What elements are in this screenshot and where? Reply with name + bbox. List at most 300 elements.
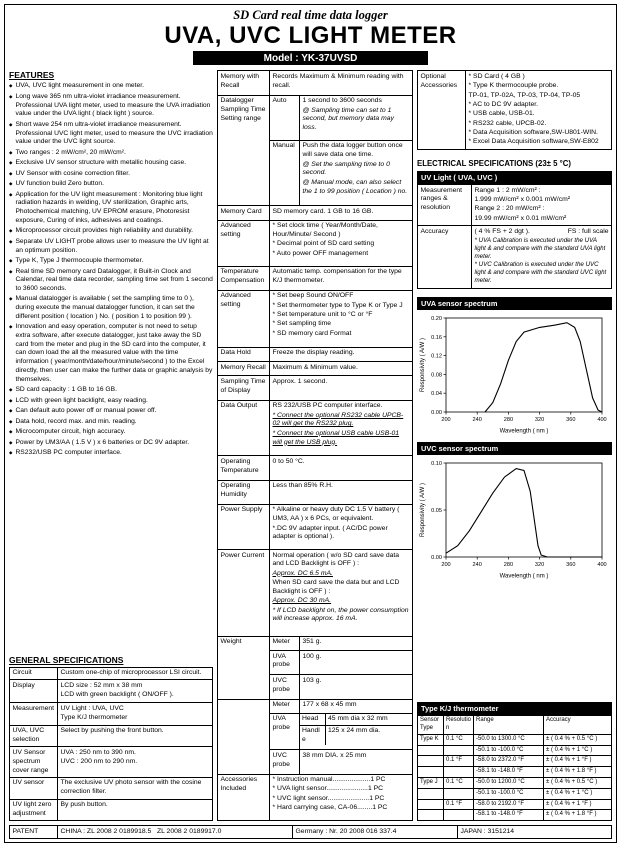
spec-row <box>10 667 213 680</box>
spec-row <box>218 266 413 290</box>
feature-item <box>9 82 213 91</box>
range-line: 19.99 mW/cm² x 0.01 mW/cm² <box>474 214 567 222</box>
spec-value <box>466 71 612 150</box>
spec-row <box>218 347 413 361</box>
bullet-icon: ◆ <box>9 387 13 393</box>
thermo-range: -58.1 to -148.0 °F <box>474 810 544 821</box>
thermo-accuracy: ± ( 0.4 % + 1.8 °F ) <box>544 810 612 821</box>
thermo-range: -58.0 to 2192.0 °F <box>474 799 544 810</box>
spec-value <box>58 703 213 726</box>
feature-text: Application for the UV light measurement : Monitoring blue light radiation hazards in welding, UV sterilization, Graphic arts, Photochemical matching, UV EPROM erasure, Photoresist exposure, Curing of inks, adhesives and coatings. <box>15 190 203 224</box>
spec-row <box>218 376 413 400</box>
thermo-header-cell: Resolution <box>444 716 474 735</box>
accessory-item: * UVC light sensor......................1 PC <box>272 794 385 802</box>
dimension-part-value: 125 x 24 mm dia. <box>328 726 381 734</box>
svg-text:360: 360 <box>565 416 575 423</box>
range-line: Range 1 : 2 mW/cm² : <box>474 186 541 194</box>
spec-label: Data Hold <box>218 347 270 361</box>
left-column <box>9 70 213 821</box>
optional-accessory-item: TP-01, TP-02A, TP-03, TP-04, TP-05 <box>468 91 581 99</box>
svg-text:0.12: 0.12 <box>430 353 442 360</box>
spec-line: *.DC 9V adapter input. ( AC/DC power adapter is optional ). <box>272 524 388 541</box>
spec-value: Automatic temp. compensation for the type K/J thermometer. <box>270 266 413 290</box>
thermo-header-cell: Sensor Type <box>418 716 444 735</box>
uva-spectrum-chart <box>418 312 612 434</box>
spec-row <box>218 362 413 376</box>
feature-item <box>9 159 213 168</box>
bullet-icon: ◆ <box>9 160 13 166</box>
svg-text:0.00: 0.00 <box>430 554 442 561</box>
feature-item <box>9 227 213 236</box>
spec-label: Memory with Recall <box>218 71 270 95</box>
content-columns <box>9 70 612 821</box>
sub-label: Meter <box>270 699 300 713</box>
svg-text:0.16: 0.16 <box>430 334 442 341</box>
bullet-icon: ◆ <box>9 258 13 264</box>
spec-value: The exclusive UV photo sensor with the cosine correction filter. <box>58 777 213 799</box>
thermo-row <box>418 756 612 767</box>
spec-label: Operating Temperature <box>218 456 270 480</box>
page-header <box>9 8 612 70</box>
optional-accessory-item: * USB cable, USB-01. <box>468 110 535 118</box>
setting-item: * Set temperature unit to °C or °F <box>272 311 373 319</box>
spec-note: Approx. DC 30 mA. <box>272 597 332 605</box>
spec-value <box>270 220 413 266</box>
svg-text:0.10: 0.10 <box>430 460 442 467</box>
bullet-icon: ◆ <box>9 397 13 403</box>
feature-text: Microprocessor circuit provides high reliability and durability. <box>15 227 194 235</box>
spec-value <box>58 747 213 777</box>
spec-line: When SD card save the data but and LCD Backlight is OFF ) : <box>272 579 400 595</box>
thermo-row <box>418 810 612 821</box>
feature-text: RS232/USB PC computer interface. <box>15 449 122 457</box>
spec-value <box>300 140 413 206</box>
spec-row <box>218 220 413 266</box>
uva-spectrum-bar: UVA sensor spectrum <box>417 297 612 310</box>
spec-label: Datalogger Sampling Time Setting range <box>218 95 270 206</box>
features-list <box>9 82 213 459</box>
mid-specs-table <box>217 70 413 821</box>
accuracy-fs-note: FS : full scale <box>567 227 609 235</box>
bullet-icon: ◆ <box>9 408 13 414</box>
spec-label: Advanced setting <box>218 220 270 266</box>
spec-value: Maximum & Minimum value. <box>270 362 413 376</box>
spec-value: Less than 85% R.H. <box>270 480 413 504</box>
svg-text:200: 200 <box>440 416 451 423</box>
features-heading: FEATURES <box>9 70 55 81</box>
uv-light-table <box>417 184 612 289</box>
thermo-resolution: 0.1 °F <box>444 799 474 810</box>
thermo-row <box>418 734 612 745</box>
thermo-range: -50.1 to -100.0 °C <box>474 788 544 799</box>
spec-value <box>300 713 413 749</box>
accuracy-line <box>475 228 609 237</box>
spec-value: 0 to 50 °C. <box>270 456 413 480</box>
thermo-resolution <box>444 745 474 756</box>
spec-row <box>418 226 612 288</box>
svg-text:Wavelength ( nm ): Wavelength ( nm ) <box>499 573 548 579</box>
svg-text:240: 240 <box>472 561 482 568</box>
sub-label: UVA probe <box>270 651 300 675</box>
spec-row <box>10 680 213 703</box>
thermo-row <box>418 777 612 788</box>
feature-text: Real time SD memory card Datalogger, it Built-in Clock and Calendar, real time data recorder, sampling time set from 1 second to 3600 seconds. <box>15 267 213 292</box>
thermo-accuracy: ± ( 0.4 % + 1 °F ) <box>544 756 612 767</box>
spec-label: Sampling Time of Display <box>218 376 270 400</box>
spec-row <box>218 206 413 220</box>
thermo-range: -58.0 to 2372.0 °F <box>474 756 544 767</box>
thermo-resolution <box>444 767 474 778</box>
spec-value <box>270 400 413 456</box>
spec-label: Accessories Included <box>218 774 270 821</box>
spec-line: LCD size : 52 mm x 38 mm <box>60 681 143 689</box>
spec-label: UV light zero adjustment <box>10 799 58 821</box>
spec-value <box>270 774 413 821</box>
spec-line: RS 232/USB PC computer interface. <box>272 402 383 410</box>
spec-value: Freeze the display reading. <box>270 347 413 361</box>
general-specs-table <box>9 667 213 822</box>
svg-text:320: 320 <box>534 416 544 423</box>
patent-japan: JAPAN : 3151214 <box>458 826 612 839</box>
patent-table <box>9 825 612 839</box>
spec-note: Approx. DC 6.5 mA. <box>272 569 333 577</box>
spec-row <box>218 95 413 140</box>
model-badge: Model : YK-37UVSD <box>193 51 428 65</box>
svg-text:0.08: 0.08 <box>430 371 442 378</box>
spec-line: Push the data logger button once will save data one time. <box>302 142 403 159</box>
spec-label: Accuracy <box>418 226 472 288</box>
range-line: 1.999 mW/cm² x 0.001 mW/cm² <box>474 195 571 203</box>
svg-text:400: 400 <box>596 561 607 568</box>
thermo-range: -50.0 to 1200.0 °C <box>474 777 544 788</box>
spec-row <box>218 456 413 480</box>
spec-label: Weight <box>218 636 270 699</box>
optional-accessories-table <box>417 70 612 150</box>
feature-item <box>9 257 213 266</box>
feature-item <box>9 170 213 179</box>
spec-line: UVC : 200 nm to 290 nm. <box>60 758 138 766</box>
thermo-header-row <box>418 716 612 735</box>
thermo-range: -58.1 to -148.0 °F <box>474 767 544 778</box>
spec-row <box>218 550 413 637</box>
spec-row <box>10 747 213 777</box>
spec-label: Power Current <box>218 550 270 637</box>
thermo-sensor-type <box>418 745 444 756</box>
setting-item: * SD memory card Format <box>272 329 352 337</box>
electrical-specs-heading: ELECTRICAL SPECIFICATIONS (23± 5 °C) <box>417 159 571 169</box>
feature-item <box>9 121 213 147</box>
spec-label: Operating Humidity <box>218 480 270 504</box>
optional-accessory-item: * Type K thermocouple probe. <box>468 82 559 90</box>
bullet-icon: ◆ <box>9 418 13 424</box>
feature-item <box>9 407 213 416</box>
document-tagline: SD Card real time data logger <box>233 8 388 22</box>
feature-text: Short wave 254 nm ultra-violet irradiance measurement. Professional UVC light meter, used to measure the UVC irradiation value under the UVC light source. <box>15 120 213 146</box>
bullet-icon: ◆ <box>9 450 13 456</box>
spec-row <box>10 703 213 726</box>
patent-germany: Germany : Nr. 20 2008 016 337.4 <box>293 826 458 839</box>
thermo-sensor-type <box>418 799 444 810</box>
thermo-accuracy: ± ( 0.4 % + 1 °C ) <box>544 788 612 799</box>
feature-item <box>9 439 213 448</box>
thermo-accuracy: ± ( 0.4 % + 1 °C ) <box>544 745 612 756</box>
dimension-part-label: Handle <box>300 726 326 746</box>
svg-text:200: 200 <box>440 561 451 568</box>
svg-text:Responsivity ( A/W ): Responsivity ( A/W ) <box>419 337 426 392</box>
feature-item <box>9 180 213 189</box>
dimension-line <box>300 714 412 725</box>
thermo-resolution: 0.1 °C <box>444 734 474 745</box>
dimension-part-value: 45 mm dia x 32 mm <box>328 714 388 722</box>
feature-text: Separate UV LIGHT probe allows user to measure the UV light at an optimum position. <box>15 237 209 254</box>
dimension-line <box>300 725 412 746</box>
spec-line: UV Light : UVA, UVC <box>60 704 124 712</box>
spec-line: LCD with green backlight ( ON/OFF ). <box>60 691 174 699</box>
feature-item <box>9 93 213 119</box>
uv-light-section-bar: UV Light ( UVA, UVC ) <box>417 171 612 184</box>
patent-china: CHINA : ZL 2008 2 0189918.5 ZL 2008 2 0189917.0 <box>58 826 293 839</box>
bullet-icon: ◆ <box>9 228 13 234</box>
spec-row <box>218 480 413 504</box>
general-specs-heading: GENERAL SPECIFICATIONS <box>9 654 124 665</box>
thermo-row <box>418 799 612 810</box>
bullet-icon: ◆ <box>9 296 13 302</box>
spec-label: Display <box>10 680 58 703</box>
optional-accessory-item: * AC to DC 9V adapter. <box>468 100 539 108</box>
setting-item: * Auto power OFF management <box>272 249 369 257</box>
spec-value: 351 g. <box>300 636 413 650</box>
spec-note: * If LCD backlight on, the power consumption will increase approx. 16 mA. <box>272 606 409 623</box>
spec-label: Memory Card <box>218 206 270 220</box>
bullet-icon: ◆ <box>9 93 13 99</box>
svg-text:0.05: 0.05 <box>430 507 442 514</box>
spec-value <box>270 504 413 549</box>
setting-item: * Set sampling time <box>272 320 332 328</box>
thermo-accuracy: ± ( 0.4 % + 1 °F ) <box>544 799 612 810</box>
thermometer-section <box>417 694 612 821</box>
thermo-resolution <box>444 810 474 821</box>
thermometer-table <box>417 715 612 821</box>
feature-item <box>9 268 213 294</box>
spec-label <box>218 699 270 774</box>
thermo-sensor-type <box>418 788 444 799</box>
bullet-icon: ◆ <box>9 149 13 155</box>
spec-label: Power Supply <box>218 504 270 549</box>
range-line: Range 2 : 20 mW/cm² : <box>474 205 545 213</box>
setting-item: * Decimal point of SD card setting <box>272 240 375 248</box>
spec-row <box>218 636 413 650</box>
svg-text:240: 240 <box>472 416 482 423</box>
feature-item <box>9 323 213 384</box>
spec-row <box>418 185 612 226</box>
spec-value: SD memory card. 1 GB to 16 GB. <box>270 206 413 220</box>
spec-row <box>10 777 213 799</box>
thermo-sensor-type: Type J <box>418 777 444 788</box>
spec-note: * Connect the optional RS232 cable UPCB-02 will get the RS232 plug. <box>272 411 404 428</box>
spec-label: UVA, UVC selection <box>10 725 58 747</box>
spec-label: UV sensor <box>10 777 58 799</box>
bullet-icon: ◆ <box>9 191 13 197</box>
thermo-header-cell: Accuracy <box>544 716 612 735</box>
sub-label: UVC probe <box>270 675 300 699</box>
spec-value <box>270 290 413 347</box>
thermo-row <box>418 788 612 799</box>
spec-row <box>10 799 213 821</box>
sub-label: Auto <box>270 95 300 140</box>
spec-label: Optional Accessories <box>418 71 466 150</box>
thermo-resolution: 0.1 °F <box>444 756 474 767</box>
thermo-accuracy: ± ( 0.4 % + 0.5 °C ) <box>544 734 612 745</box>
bullet-icon: ◆ <box>9 439 13 445</box>
thermo-accuracy: ± ( 0.4 % + 1.8 °F ) <box>544 767 612 778</box>
spec-value: Select by pushing the front button. <box>58 725 213 747</box>
thermo-row <box>418 745 612 756</box>
spec-label: Advanced setting <box>218 290 270 347</box>
sub-label: Meter <box>270 636 300 650</box>
thermo-sensor-type: Type K <box>418 734 444 745</box>
setting-item: * Set beep Sound ON/OFF <box>272 292 354 300</box>
feature-text: Innovation and easy operation, computer is not need to setup extra software, after execute datalogger, just take away the SD card from the meter and plug in the SD card into the computer, it can down load the all the measured value with the time information ( year/month/date/hour/minute/second ) to the Excel directly, then user can make the further data or graphic analysis by themselves. <box>15 323 213 383</box>
spec-line: 1 second to 3600 seconds <box>302 97 382 105</box>
bullet-icon: ◆ <box>9 181 13 187</box>
spec-value <box>270 550 413 637</box>
accessory-item: * Hard carrying case, CA-06........1 PC <box>272 804 388 812</box>
svg-text:360: 360 <box>565 561 575 568</box>
spec-value: Records Maximum & Minimum reading with recall. <box>270 71 413 95</box>
bullet-icon: ◆ <box>9 83 13 89</box>
accuracy-note: * UVA Calibration is executed under the UVA light & and compare with the standard UVA light meter. <box>474 236 606 260</box>
patent-label: PATENT <box>10 826 58 839</box>
svg-text:320: 320 <box>534 561 544 568</box>
feature-text: Manual datalogger is available ( set the sampling time to 0 ), during execute the manual datalogger function, it can set the different position ( location ) No. ( position 1 to position 99 ). <box>15 295 195 320</box>
spec-value: 103 g. <box>300 675 413 699</box>
dimension-part-label: Head <box>300 714 326 725</box>
feature-text: Data hold, record max. and min. reading. <box>15 417 137 425</box>
uvc-spectrum-bar: UVC sensor spectrum <box>417 442 612 455</box>
thermo-sensor-type <box>418 767 444 778</box>
feature-text: Type K, Type J thermocouple thermometer. <box>15 257 144 265</box>
spec-label: UV Sensor spectrum cover range <box>10 747 58 777</box>
bullet-icon: ◆ <box>9 324 13 330</box>
spec-label: Circuit <box>10 667 58 680</box>
spec-row <box>218 71 413 95</box>
page-title: UVA, UVC LIGHT METER <box>164 22 457 49</box>
svg-text:0.20: 0.20 <box>430 315 442 322</box>
feature-item <box>9 418 213 427</box>
thermo-accuracy: ± ( 0.4 % + 0.5 °C ) <box>544 777 612 788</box>
spec-label: Data Output <box>218 400 270 456</box>
feature-item <box>9 191 213 226</box>
spec-note: * Connect the optional USB cable USB-01 will get the USB plug. <box>272 429 400 446</box>
feature-item <box>9 449 213 458</box>
patent-row <box>10 826 612 839</box>
spec-label: Measurement ranges & resolution <box>418 185 472 226</box>
svg-text:Responsivity ( A/W ): Responsivity ( A/W ) <box>419 482 426 537</box>
thermometer-bar: Type K/J thermometer <box>417 702 612 715</box>
right-column <box>417 70 612 821</box>
feature-item <box>9 428 213 437</box>
feature-item <box>9 149 213 158</box>
spec-value <box>300 95 413 140</box>
page-frame <box>4 4 617 843</box>
optional-accessory-item: * Data Acquisition software,SW-U801-WIN. <box>468 128 598 136</box>
thermo-row <box>418 767 612 778</box>
svg-text:400: 400 <box>596 416 607 423</box>
spec-note: @ Manual mode, can also select the 1 to 99 position ( Location ) no. <box>302 178 408 195</box>
svg-text:280: 280 <box>503 561 513 568</box>
sub-label: Manual <box>270 140 300 206</box>
svg-text:0.04: 0.04 <box>430 390 442 397</box>
thermo-range: -50.1 to -100.0 °C <box>474 745 544 756</box>
general-specs-section <box>9 649 213 822</box>
spec-value: By push button. <box>58 799 213 821</box>
feature-text: Exclusive UV sensor structure with metallic housing case. <box>15 159 187 167</box>
thermo-range: -50.0 to 1300.0 °C <box>474 734 544 745</box>
sub-label: UVC probe <box>270 750 300 774</box>
bullet-icon: ◆ <box>9 238 13 244</box>
feature-text: UV Sensor with cosine correction filter. <box>15 169 130 177</box>
spec-value <box>58 680 213 703</box>
thermo-resolution: 0.1 °C <box>444 777 474 788</box>
spec-line: Type K/J thermometer <box>60 713 128 721</box>
spec-value: 177 x 68 x 45 mm <box>300 699 413 713</box>
svg-text:280: 280 <box>503 416 513 423</box>
spec-value: 100 g. <box>300 651 413 675</box>
accuracy-value: ( 4 % FS + 2 dgt ). <box>474 227 530 235</box>
setting-item: * Set thermometer type to Type K or Type J <box>272 301 403 309</box>
feature-item <box>9 238 213 255</box>
spec-row <box>418 71 612 150</box>
feature-text: UV function build Zero button. <box>15 180 104 188</box>
spec-note: @ Set the sampling time to 0 second. <box>302 160 390 177</box>
spec-value: 38 mm DIA. x 25 mm <box>300 750 413 774</box>
spec-label: Memory Recall <box>218 362 270 376</box>
spec-value: Custom one-chip of microprocessor LSI circuit. <box>58 667 213 680</box>
feature-item <box>9 295 213 321</box>
bullet-icon: ◆ <box>9 268 13 274</box>
optional-accessory-item: * Excel Data Acquisition software,SW-E802 <box>468 138 599 146</box>
feature-text: SD card capacity : 1 GB to 16 GB. <box>15 386 117 394</box>
thermo-resolution <box>444 788 474 799</box>
feature-text: Long wave 365 nm ultra-violet irradiance measurement. Professional UVA light meter, used to measure the UVA irradiation value under the UVA light ( black light ) source. <box>15 92 211 118</box>
optional-accessory-item: * RS232 cable, UPCB-02. <box>468 119 547 127</box>
thermo-sensor-type <box>418 810 444 821</box>
thermo-sensor-type <box>418 756 444 767</box>
uvc-spectrum-chart <box>418 457 612 579</box>
feature-text: LCD with green light backlight, easy reading. <box>15 396 148 404</box>
spec-row <box>10 725 213 747</box>
spec-note: @ Sampling time can set to 1 second, but memory data may loss. <box>302 106 394 132</box>
feature-item <box>9 386 213 395</box>
spec-line: Normal operation ( w/o SD card save data and LCD Backlight is OFF ) : <box>272 551 400 568</box>
feature-item <box>9 397 213 406</box>
thermo-header-cell: Range <box>474 716 544 735</box>
accessory-item: * UVA light sensor......................1 PC <box>272 785 384 793</box>
spec-label: Temperature Compensation <box>218 266 270 290</box>
spec-value <box>472 185 612 226</box>
spec-row <box>218 504 413 549</box>
feature-text: Power by UM3/AA ( 1.5 V ) x 6 batteries or DC 9V adapter. <box>15 438 190 446</box>
accuracy-note: * UVC Calibration is executed under the UVC light & and compare with the standard UVC light meter. <box>474 261 607 285</box>
feature-text: UVA, UVC light measurement in one meter. <box>15 82 144 90</box>
feature-text: Microcomputer circuit, high accuracy. <box>15 428 126 436</box>
accessory-item: * Instruction manual....................1 PC <box>272 776 386 784</box>
spec-label: Measurement <box>10 703 58 726</box>
spec-line: UVA : 250 nm to 390 nm. <box>60 748 136 756</box>
sub-label: UVA probe <box>270 713 300 749</box>
setting-item: * Set clock time ( Year/Month/Date, Hour/Minute/ Second ) <box>272 222 378 239</box>
spec-value: Approx. 1 second. <box>270 376 413 400</box>
